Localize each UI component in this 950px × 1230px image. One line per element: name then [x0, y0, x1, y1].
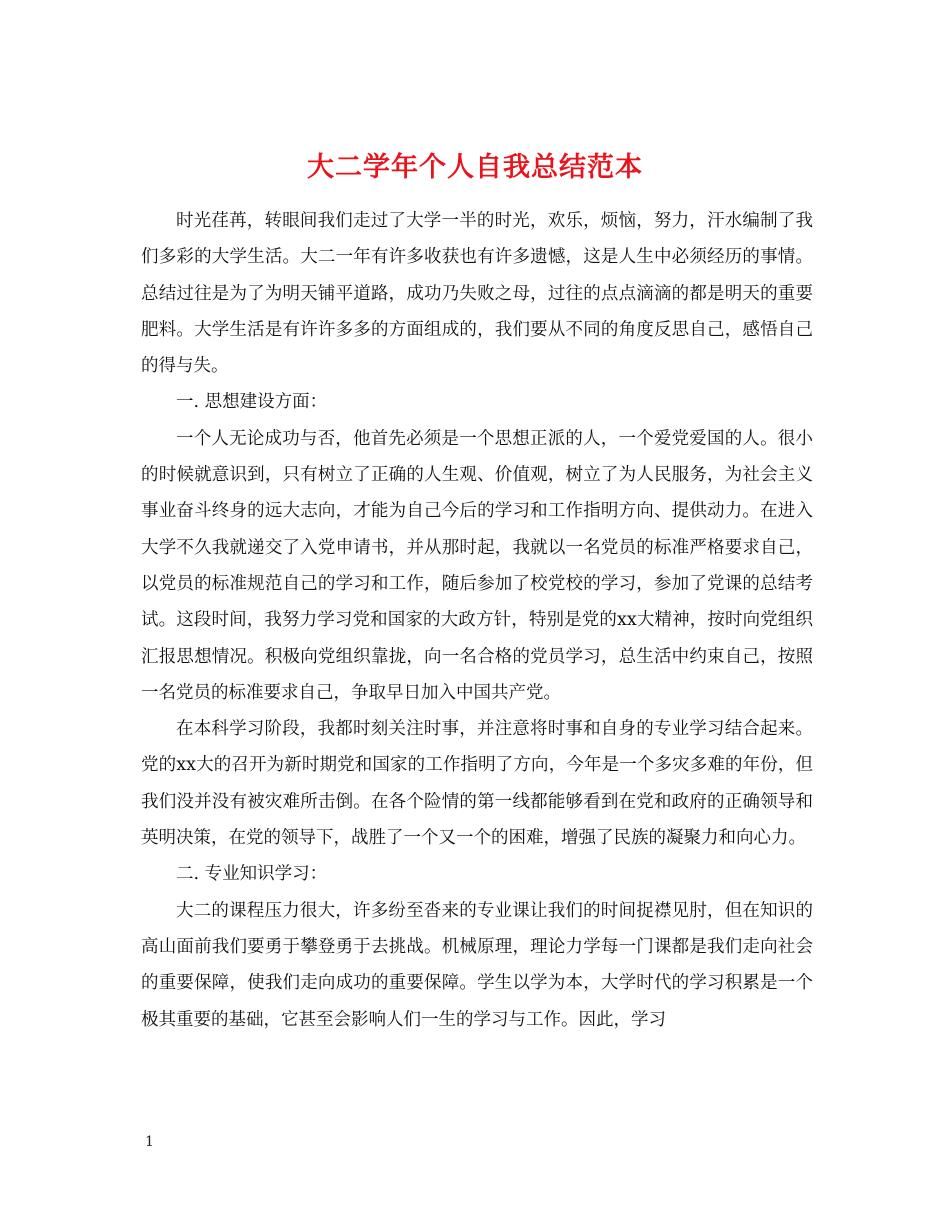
document-title: 大二学年个人自我总结范本: [307, 152, 643, 184]
page-number: 1: [145, 1134, 154, 1150]
ideology-paragraph-1: 一个人无论成功与否，他首先必须是一个思想正派的人，一个爱党爱国的人。很小的时候就意识到，只有树立了正确的人生观、价值观，树立了为人民服务，为社会主义事业奋斗终身的远大志向，才能为自己今后的学习和工作指明方向、提供动力。在进入大学不久我就递交了入党申请书，并从那时起，我就以一名党员的标准严格要求自己，以党员的标准规范自己的学习和工作，随后参加了校党校的学习，参加了党课的总结考试。这段时间，我努力学习党和国家的大政方针，特别是党的xx大精神，按时向党组织汇报思想情况。积极向党组织靠拢，向一名合格的党员学习，总生活中约束自己，按照一名党员的标准要求自己，争取早日加入中国共产党。: [141, 428, 813, 703]
study-paragraph: 大二的课程压力很大，许多纷至沓来的专业课让我们的时间捉襟见肘，但在知识的高山面前我们要勇于攀登勇于去挑战。机械原理，理论力学每一门课都是我们走向社会的重要保障，使我们走向成功的重要保障。学生以学为本，大学时代的学习积累是一个极其重要的基础，它甚至会影响人们一生的学习与工作。因此，学习: [141, 900, 813, 1030]
section-heading-study: 二. 专业知识学习：: [176, 864, 328, 885]
document-body: [141, 203, 813, 1038]
ideology-paragraph-2: 在本科学习阶段，我都时刻关注时事，并注意将时事和自身的专业学习结合起来。党的xx大的召开为新时期党和国家的工作指明了方向，今年是一个多灾多难的年份，但我们没并没有被灾难所击倒。在各个险情的第一线都能够看到在党和政府的正确领导和英明决策，在党的领导下，战胜了一个又一个的困难，增强了民族的凝聚力和向心力。: [141, 719, 813, 849]
section-heading-ideology: 一. 思想建设方面：: [176, 392, 328, 413]
intro-paragraph: 时光荏苒，转眼间我们走过了大学一半的时光，欢乐，烦恼，努力，汗水编制了我们多彩的大学生活。大二一年有许多收获也有许多遗憾，这是人生中必须经历的事情。总结过往是为了为明天铺平道路，成功乃失败之母，过往的点点滴滴的都是明天的重要肥料。大学生活是有许许多多的方面组成的，我们要从不同的角度反思自己，感悟自己的得与失。: [141, 211, 813, 377]
